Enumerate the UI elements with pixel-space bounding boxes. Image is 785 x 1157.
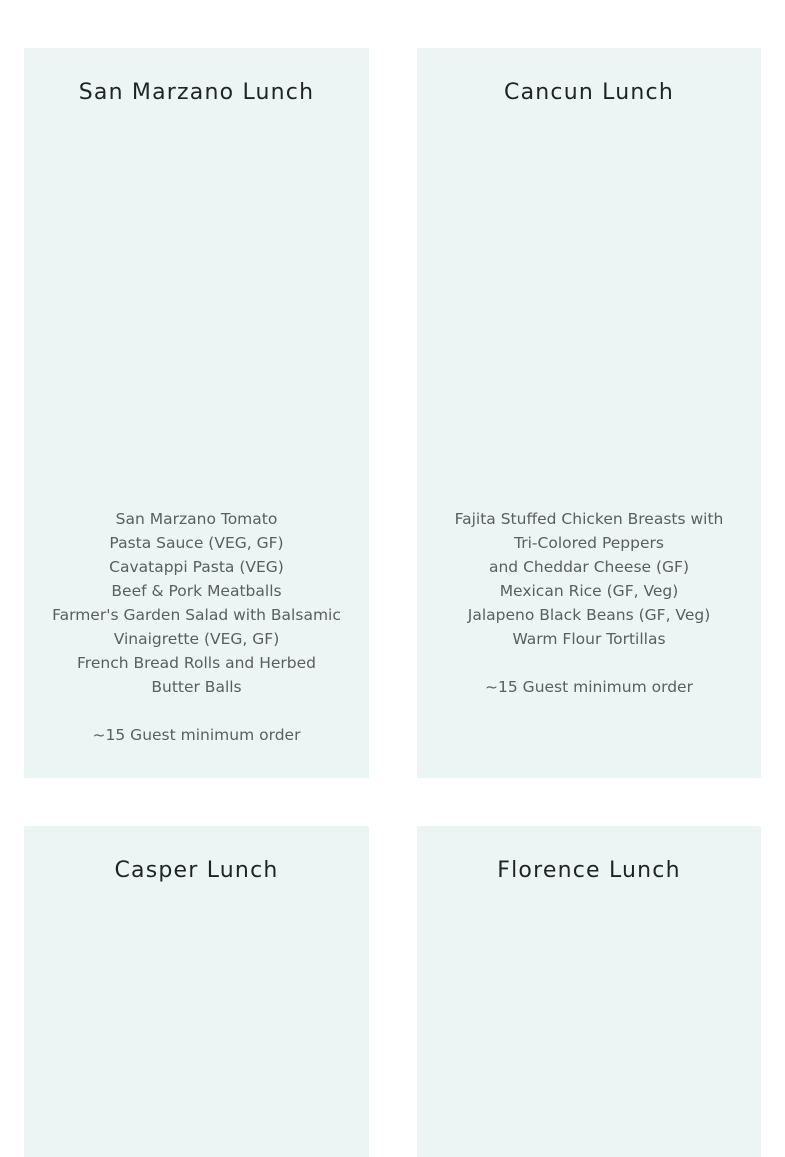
menu-line-spacer	[24, 699, 369, 723]
card-title: Casper Lunch	[114, 858, 279, 883]
menu-line: Cavatappi Pasta (VEG)	[109, 558, 284, 576]
menu-line: Pasta Sauce (VEG, GF)	[109, 534, 284, 552]
card-title: San Marzano Lunch	[78, 80, 315, 105]
menu-line: Beef & Pork Meatballs	[111, 582, 282, 600]
card-description	[417, 507, 761, 699]
menu-line: Warm Flour Tortillas	[512, 630, 666, 648]
menu-card-cancun[interactable]	[417, 48, 761, 778]
menu-line: Vinaigrette (VEG, GF)	[113, 630, 280, 648]
menu-line: San Marzano Tomato	[115, 510, 278, 528]
menu-line: Butter Balls	[151, 678, 242, 696]
menu-line: Farmer's Garden Salad with Balsamic	[52, 606, 341, 624]
card-description	[24, 507, 369, 747]
menu-line: Jalapeno Black Beans (GF, Veg)	[467, 606, 711, 624]
card-title: Cancun Lunch	[504, 80, 674, 105]
menu-line: Mexican Rice (GF, Veg)	[499, 582, 679, 600]
menu-line: and Cheddar Cheese (GF)	[488, 558, 690, 576]
menu-card-casper[interactable]	[24, 826, 369, 1157]
menu-card-san-marzano[interactable]	[24, 48, 369, 778]
menu-card-florence[interactable]	[417, 826, 761, 1157]
menu-line: Fajita Stuffed Chicken Breasts with	[454, 510, 724, 528]
card-title: Florence Lunch	[497, 858, 681, 883]
minimum-order-note: ~15 Guest minimum order	[485, 678, 693, 696]
minimum-order-note: ~15 Guest minimum order	[92, 726, 301, 744]
menu-line: French Bread Rolls and Herbed	[77, 654, 316, 672]
menu-line: Tri-Colored Peppers	[514, 534, 664, 552]
menu-line-spacer	[417, 651, 761, 675]
